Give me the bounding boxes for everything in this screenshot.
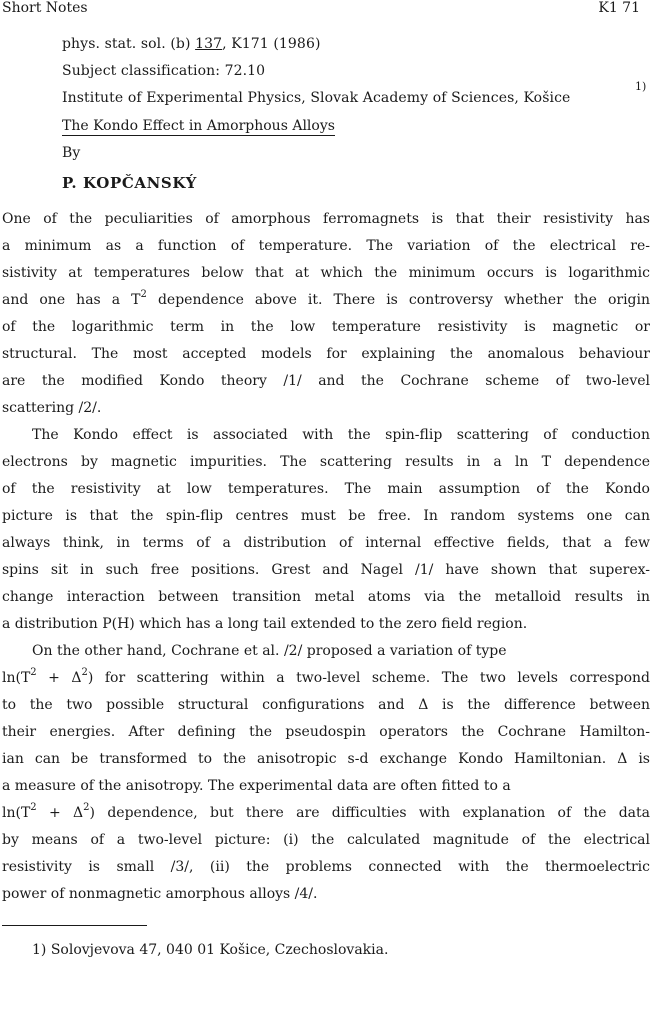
text-line: of the resistivity at low temperatures. The main assumption of the Kondo — [2, 481, 650, 497]
running-header — [0, 0, 650, 20]
text-line: resistivity is small /3/, (ii) the problems connected with the thermoelectric — [2, 859, 650, 875]
journal-section: Short Notes — [2, 0, 88, 16]
text-line: electrons by magnetic impurities. The scattering results in a ln T dependence — [2, 454, 650, 470]
text-line: a distribution P(H) which has a long tail extended to the zero field region. — [2, 616, 528, 632]
citation-suffix: , K171 (1986) — [222, 36, 321, 52]
text-line: structural. The most accepted models for explaining the anomalous behaviour — [2, 346, 650, 362]
text-line: spins sit in such free positions. Grest and Nagel /1/ have shown that superex- — [2, 562, 650, 578]
author-name: P. KOPČANSKÝ — [62, 174, 197, 192]
citation-prefix: phys. stat. sol. (b) — [62, 36, 196, 52]
text-line: power of nonmagnetic amorphous alloys /4/. — [2, 886, 318, 902]
page-number: K1 71 — [598, 0, 640, 16]
text-line: $\ln(T^2 + \Delta^2)$ for scattering within a two-level scheme. The two levels correspond — [2, 667, 650, 686]
text-line: are the modified Kondo theory /1/ and the Cochrane scheme of two-level — [2, 373, 650, 389]
text-line: ian can be transformed to the anisotropic s-d exchange Kondo Hamiltonian. Δ is — [2, 751, 650, 767]
footnote: 1) Solovjevova 47, 040 01 Košice, Czechoslovakia. — [32, 942, 389, 958]
footnote-divider — [2, 925, 147, 926]
institution-footnote-marker: 1) — [635, 80, 647, 93]
paper-title: The Kondo Effect in Amorphous Alloys — [62, 118, 335, 134]
text-line: of the logarithmic term in the low temperature resistivity is magnetic or — [2, 319, 650, 335]
text-line: a measure of the anisotropy. The experimental data are often fitted to a — [2, 778, 511, 794]
text-line: change interaction between transition metal atoms via the metalloid results in — [2, 589, 650, 605]
text-line: their energies. After defining the pseudospin operators the Cochrane Hamilton- — [2, 724, 650, 740]
institution: Institute of Experimental Physics, Slovak Academy of Sciences, Košice — [62, 90, 571, 106]
text-line: to the two possible structural configurations and Δ is the difference between — [2, 697, 650, 713]
text-line: $\ln(T^2 + \Delta^2)$ dependence, but there are difficulties with explanation of the data — [2, 802, 650, 821]
text-line: picture is that the spin-flip centres must be free. In random systems one can — [2, 508, 650, 524]
text-line: scattering /2/. — [2, 400, 102, 416]
by-label: By — [62, 145, 81, 161]
text-line: always think, in terms of a distribution of internal effective fields, that a few — [2, 535, 650, 551]
text-line: sistivity at temperatures below that at which the minimum occurs is logarithmic — [2, 265, 650, 281]
text-line: by means of a two-level picture: (i) the calculated magnitude of the electrical — [2, 832, 650, 848]
text-line: The Kondo effect is associated with the spin-flip scattering of conduction — [32, 427, 650, 443]
text-line: One of the peculiarities of amorphous ferromagnets is that their resistivity has — [2, 211, 650, 227]
volume-number: 137 — [195, 36, 223, 52]
text-line: a minimum as a function of temperature. The variation of the electrical re- — [2, 238, 650, 254]
text-line: and one has a $T^2$ dependence above it. There is controversy whether the origin — [2, 289, 650, 308]
citation-line — [62, 36, 321, 52]
text-line: On the other hand, Cochrane et al. /2/ proposed a variation of type — [32, 643, 507, 659]
subject-classification: Subject classification: 72.10 — [62, 63, 266, 79]
body-text — [2, 206, 650, 908]
